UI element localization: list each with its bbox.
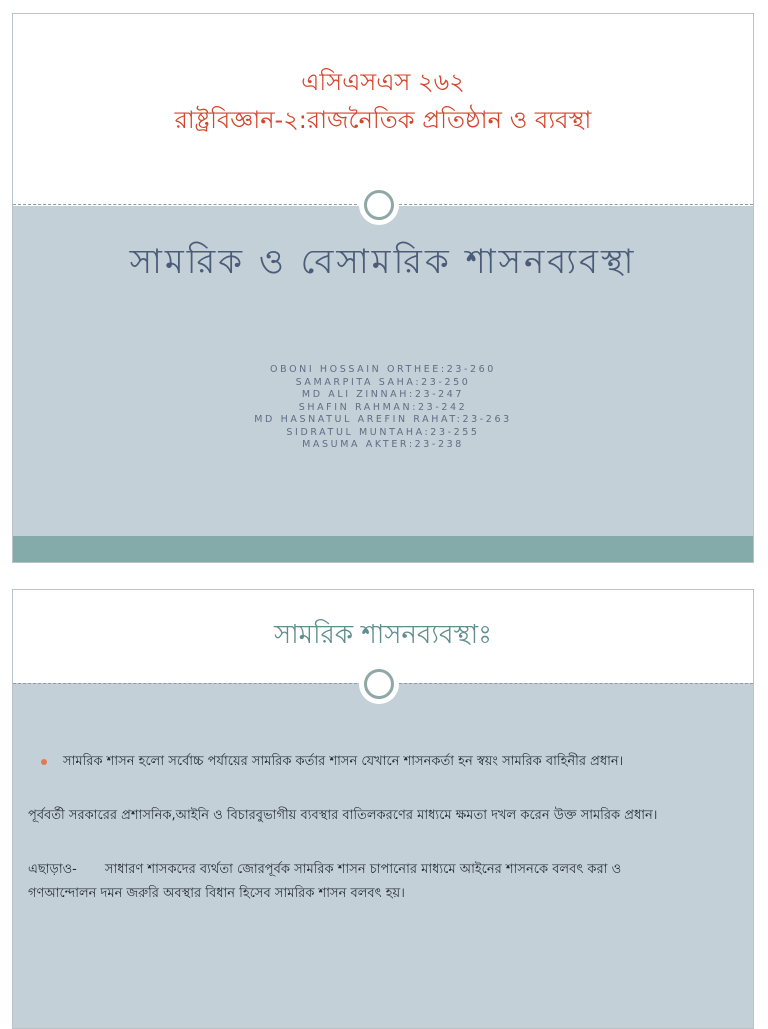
bullet-text: সামরিক শাসন হলো সর্বোচ্চ পর্যায়ের সামরিক কর্তার শাসন যেখানে শাসনকর্তা হন স্বয়ং সামরিক বাহিনীর প্রধান। <box>63 754 624 769</box>
paragraph-3-lead: এছাড়াও- <box>28 862 77 877</box>
title-slide-header <box>13 14 753 206</box>
course-name: রাষ্ট্রবিজ্ঞান-২:রাজনৈতিক প্রতিষ্ঠান ও ব্যবস্থা <box>174 106 592 134</box>
author-item: SIDRATUL MUNTAHA:23-255 <box>286 426 480 438</box>
content-slide <box>12 589 754 1029</box>
paragraph-3-line1: সাধারণ শাসকদের ব্যর্থতা জোরপূর্বক সামরিক শাসন চাপানোর মাধ্যমে আইনের শাসনকে বলবৎ করা ও <box>104 862 622 877</box>
bullet-dot-icon <box>41 759 47 765</box>
paragraph-3-line2: গণআন্দোলন দমন জরুরি অবস্থার বিধান হিসেব সামরিক শাসন বলবৎ হয়। <box>28 886 405 901</box>
bullet-item <box>41 752 721 773</box>
circle-ornament-icon <box>359 185 399 225</box>
paragraph-3 <box>28 858 728 906</box>
author-item: OBONI HOSSAIN ORTHEE:23-260 <box>270 364 496 375</box>
title-slide <box>12 13 754 563</box>
author-item: MD HASNATUL AREFIN RAHAT:23-263 <box>254 414 512 425</box>
paragraph-2: পূর্ববর্তী সরকারের প্রশাসনিক,আইনি ও বিচারবুভাগীয় ব্যবস্থার বাতিলকরণের মাধ্যমে ক্ষমতা দখল করেন উক্ত সামরিক প্রধান। <box>28 808 658 823</box>
course-code: এসিএসএস ২৬২ <box>301 68 465 96</box>
footer-band <box>13 536 753 562</box>
author-item: SAMARPITA SAHA:23-250 <box>295 376 471 388</box>
presentation-title: সামরিক ও বেসামরিক শাসনব্যবস্থা <box>129 242 637 282</box>
author-item: MD ALI ZINNAH:23-247 <box>301 389 465 400</box>
author-list <box>13 364 753 452</box>
author-item: SHAFIN RAHMAN:23-242 <box>298 401 468 413</box>
circle-ornament-icon <box>359 664 399 704</box>
slide-title: সামরিক শাসনব্যবস্থাঃ <box>273 620 493 650</box>
author-item: MASUMA AKTER:23-238 <box>302 439 464 450</box>
